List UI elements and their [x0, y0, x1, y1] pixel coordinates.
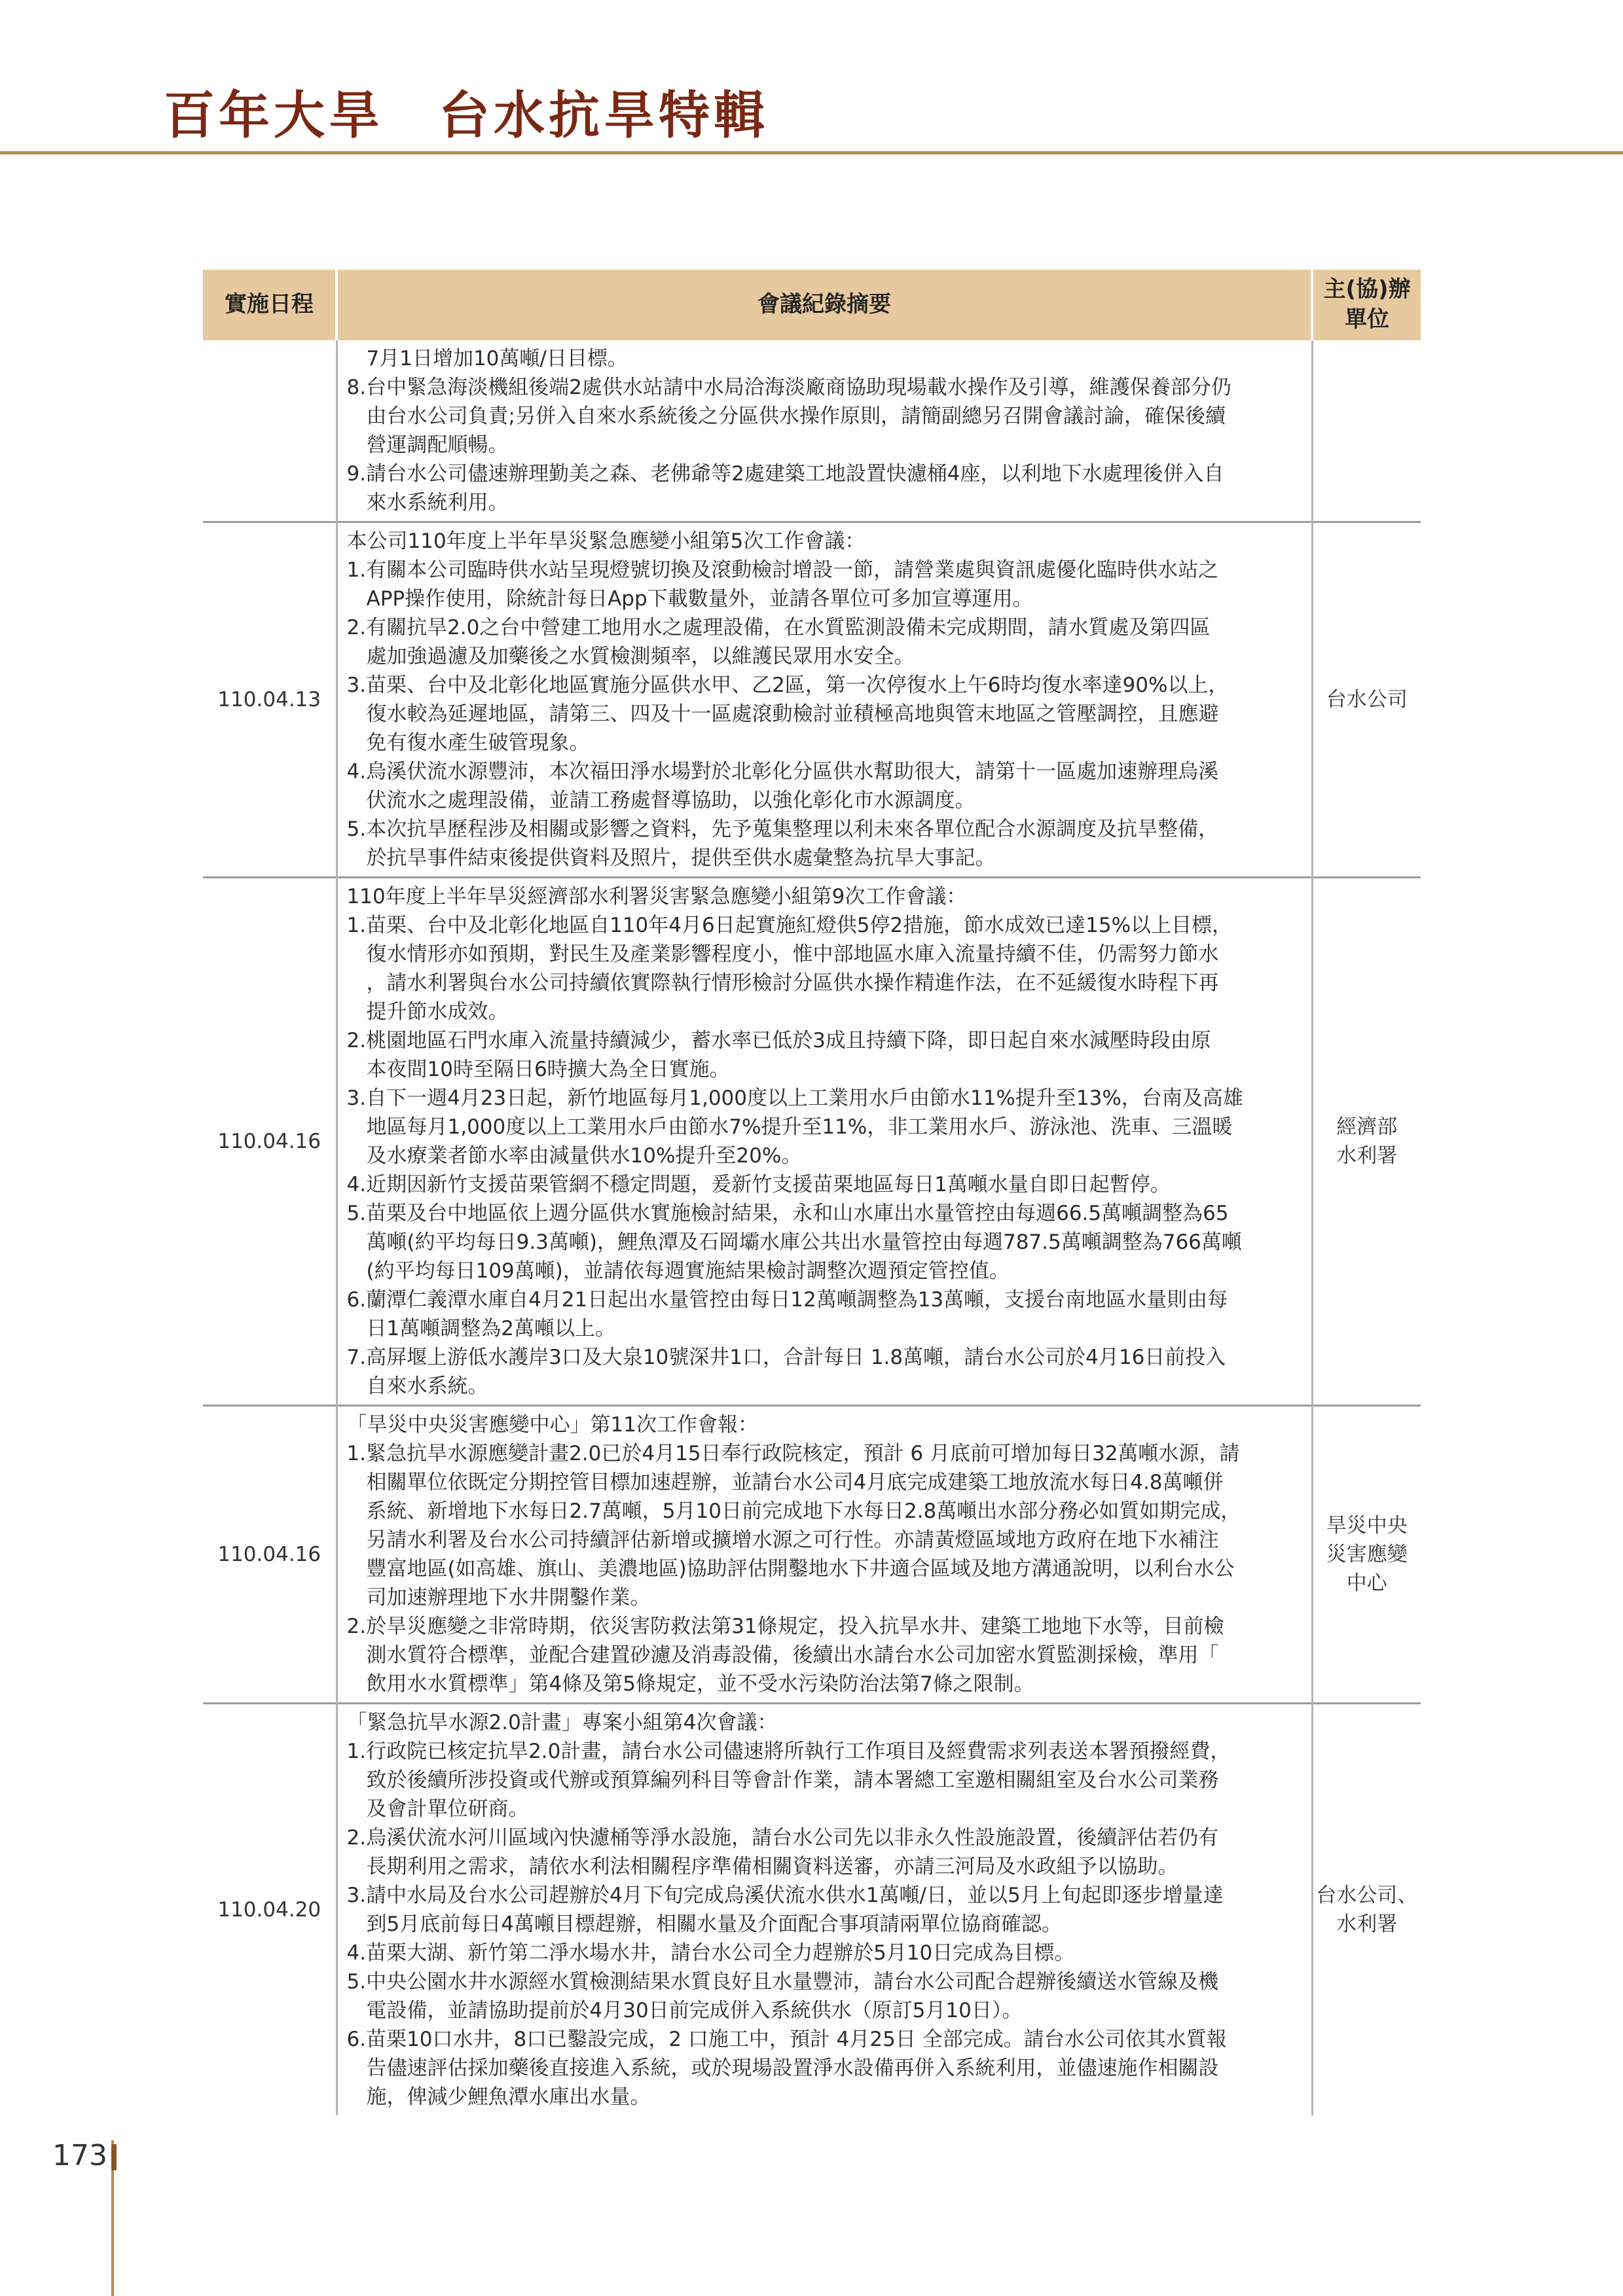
summary-line: 7.高屏堰上游低水護岸3口及大泉10號深井1口，合計每日 1.8萬噸，請台水公司於4月16日前投入: [346, 1346, 1226, 1369]
summary-line: 1.行政院已核定抗旱2.0計畫，請台水公司儘速將所執行工作項目及經費需求列表送本署預撥經費，: [346, 1740, 1231, 1763]
summary-line: 5.中央公園水井水源經水質檢測結果水質良好且水量豐沛，請台水公司配合趕辦後續送水管線及機: [346, 1970, 1219, 1994]
page-number: 173: [52, 2139, 107, 2172]
row-summary: [337, 340, 1312, 522]
summary-line: 到5月底前每日4萬噸目標趕辦，相關水量及介面配合事項請兩單位協商確認。: [366, 1912, 1062, 1936]
summary-line: ，請水利署與台水公司持續依實際執行情形檢討分區供水操作精進作法，在不延緩復水時程下再: [366, 971, 1219, 995]
table-row: [203, 340, 1421, 522]
page-number-marker: [111, 2144, 117, 2170]
summary-line: 施，俾減少鯉魚潭水庫出水量。: [366, 2085, 651, 2109]
summary-line: 於抗旱事件結束後提供資料及照片，提供至供水處彙整為抗旱大事記。: [366, 846, 996, 870]
summary-line: 營運調配順暢。: [366, 433, 509, 457]
summary-line: 3.請中水局及台水公司趕辦於4月下旬完成烏溪伏流水供水1萬噸/日，並以5月上旬起即逐步增量達: [346, 1884, 1224, 1907]
summary-line: 測水質符合標準，並配合建置砂濾及消毒設備，後續出水請台水公司加密水質監測採檢，準用「: [366, 1643, 1219, 1667]
summary-line: 萬噸(約平均每日9.3萬噸)，鯉魚潭及石岡壩水庫公共出水量管控由每週787.5萬噸調整為766萬噸: [366, 1230, 1242, 1254]
header-date: 實施日程: [203, 270, 337, 340]
summary-line: 提升節水成效。: [366, 1000, 509, 1024]
unit-line: 水利署: [1336, 1144, 1398, 1168]
summary-line: 電設備，並請協助提前於4月30日前完成併入系統供水（原訂5月10日）。: [366, 1999, 1023, 2022]
row-date: 110.04.20: [203, 1704, 337, 2116]
summary-line: 4.苗栗大湖、新竹第二淨水場水井，請台水公司全力趕辦於5月10日完成為目標。: [346, 1941, 1075, 1965]
row-unit: [1312, 522, 1421, 878]
summary-line: 4.烏溪伏流水源豐沛，本次福田淨水場對於北彰化分區供水幫助很大，請第十一區處加速辦理烏溪: [346, 760, 1219, 783]
unit-line: 災害應變: [1326, 1543, 1408, 1566]
summary-line: 及水療業者節水率由減量供水10%提升至20%。: [366, 1144, 802, 1168]
summary-line: 本夜間10時至隔日6時擴大為全日實施。: [366, 1058, 730, 1081]
summary-line: 長期利用之需求，請依水利法相關程序準備相關資料送審，亦請三河局及水政組予以協助。: [366, 1855, 1178, 1878]
row-summary: [337, 1704, 1312, 2116]
summary-line: 6.苗栗10口水井，8口已鑿設完成，2 口施工中，預計 4月25日 全部完成。請台水公司依其水質報: [346, 2028, 1227, 2051]
summary-line: 7月1日增加10萬噸/日目標。: [366, 347, 628, 370]
summary-line: 告儘速評估採加藥後直接進入系統，或於現場設置淨水設備再併入系統利用，並儘速施作相關設: [366, 2056, 1219, 2080]
summary-line: 及會計單位研商。: [366, 1797, 529, 1821]
header-summary: 會議紀錄摘要: [337, 270, 1312, 340]
unit-line: 台水公司: [1326, 688, 1408, 711]
summary-line: 伏流水之處理設備，並請工務處督導協助，以強化彰化市水源調度。: [366, 789, 976, 812]
summary-line: 2.有關抗旱2.0之台中營建工地用水之處理設備，在水質監測設備未完成期間，請水質處及第四區: [346, 616, 1211, 639]
summary-line: 日1萬噸調整為2萬噸以上。: [366, 1317, 615, 1340]
row-summary: [337, 878, 1312, 1406]
summary-line: 本公司110年度上半年旱災緊急應變小組第5次工作會議：: [346, 529, 866, 553]
summary-line: APP操作使用，除統計每日App下載數量外，並請各單位可多加宣導運用。: [366, 587, 1033, 611]
row-date: 110.04.13: [203, 522, 337, 878]
table-row: [203, 1704, 1421, 2116]
summary-line: 司加速辦理地下水井開鑿作業。: [366, 1586, 651, 1609]
row-unit: [1312, 340, 1421, 522]
summary-line: 5.本次抗旱歷程涉及相關或影響之資料，先予蒐集整理以利未來各單位配合水源調度及抗旱整備，: [346, 817, 1219, 841]
summary-line: 5.苗栗及台中地區依上週分區供水實施檢討結果，永和山水庫出水量管控由每週66.5萬噸調整為65: [346, 1202, 1229, 1225]
row-summary: [337, 522, 1312, 878]
summary-line: 飲用水水質標準」第4條及第5條規定，並不受水污染防治法第7條之限制。: [366, 1672, 1034, 1696]
summary-line: 豐富地區(如高雄、旗山、美濃地區)協助評估開鑿地水下井適合區域及地方溝通說明，以利台水公: [366, 1557, 1235, 1581]
summary-line: 復水較為延遲地區，請第三、四及十一區處滾動檢討並積極高地與管末地區之管壓調控，且應避: [366, 702, 1219, 726]
summary-line: 2.桃園地區石門水庫入流量持續減少，蓄水率已低於3成且持續下降，即日起自來水減壓時段由原: [346, 1029, 1211, 1052]
unit-line: 經濟部: [1336, 1115, 1398, 1139]
summary-line: 復水情形亦如預期，對民生及產業影響程度小，惟中部地區水庫入流量持續不佳，仍需努力節水: [366, 942, 1219, 966]
summary-line: 1.苗栗、台中及北彰化地區自110年4月6日起實施紅燈供5停2措施，節水成效已達15%以上目標，: [346, 914, 1233, 937]
row-unit: [1312, 878, 1421, 1406]
summary-line: 來水系統利用。: [366, 491, 509, 514]
summary-line: 自來水系統。: [366, 1374, 488, 1398]
row-unit: [1312, 1406, 1421, 1704]
summary-line: 處加強過濾及加藥後之水質檢測頻率，以維護民眾用水安全。: [366, 645, 915, 668]
unit-line: 中心: [1346, 1571, 1387, 1595]
summary-line: 由台水公司負責;另併入自來水系統後之分區供水操作原則，請簡副總另召開會議討論，確保後續: [366, 404, 1226, 428]
summary-line: 地區每月1,000度以上工業用水戶由節水7%提升至11%，非工業用水戶、游泳池、洗車、三溫暖: [366, 1115, 1233, 1139]
summary-line: 4.近期因新竹支援苗栗管網不穩定問題，爰新竹支援苗栗地區每日1萬噸水量自即日起暫停。: [346, 1173, 1171, 1196]
summary-line: 8.台中緊急海淡機組後端2處供水站請中水局洽海淡廠商協助現場載水操作及引導，維護保養部分仍: [346, 376, 1231, 399]
row-unit: [1312, 1704, 1421, 2116]
summary-line: 另請水利署及台水公司持續評估新增或擴增水源之可行性。亦請黃燈區域地方政府在地下水補注: [366, 1528, 1219, 1552]
table-row: [203, 878, 1421, 1406]
summary-line: 9.請台水公司儘速辦理勤美之森、老佛爺等2處建築工地設置快濾桶4座，以利地下水處理後併入自: [346, 462, 1224, 486]
summary-line: 110年度上半年旱災經濟部水利署災害緊急應變小組第9次工作會議：: [346, 885, 967, 908]
summary-line: 「緊急抗旱水源2.0計畫」專案小組第4次會議：: [346, 1711, 778, 1734]
summary-line: 致於後續所涉投資或代辦或預算編列科目等會計作業，請本署總工室邀相關組室及台水公司業務: [366, 1768, 1219, 1792]
unit-line: 水利署: [1336, 1912, 1398, 1936]
meeting-records-table: [203, 270, 1421, 2115]
table-row: [203, 522, 1421, 878]
summary-line: 免有復水產生破管現象。: [366, 731, 590, 755]
summary-line: 2.烏溪伏流水河川區域內快濾桶等淨水設施，請台水公司先以非永久性設施設置，後續評估若仍有: [346, 1826, 1219, 1850]
summary-line: 系統、新增地下水每日2.7萬噸，5月10日前完成地下水每日2.8萬噸出水部分務必如質如期完成，: [366, 1499, 1241, 1523]
unit-line: 旱災中央: [1326, 1514, 1408, 1537]
row-date: 110.04.16: [203, 878, 337, 1406]
row-summary: [337, 1406, 1312, 1704]
summary-line: 3.苗栗、台中及北彰化地區實施分區供水甲、乙2區，第一次停復水上午6時均復水率達90%以上，: [346, 673, 1229, 697]
row-date: [203, 340, 337, 522]
summary-line: 1.緊急抗旱水源應變計畫2.0已於4月15日奉行政院核定，預計 6 月底前可增加每日32萬噸水源，請: [346, 1442, 1240, 1465]
summary-line: (約平均每日109萬噸)，並請依每週實施結果檢討調整次週預定管控值。: [366, 1259, 1010, 1283]
title-rule: [0, 151, 1623, 154]
summary-line: 6.蘭潭仁義潭水庫自4月21日起出水量管控由每日12萬噸調整為13萬噸，支援台南地區水量則由每: [346, 1288, 1228, 1312]
summary-line: 相關單位依既定分期控管目標加速趕辦，並請台水公司4月底完成建築工地放流水每日4.8萬噸併: [366, 1471, 1224, 1494]
row-date: 110.04.16: [203, 1406, 337, 1704]
page-title: 百年大旱 台水抗旱特輯: [164, 86, 769, 145]
summary-line: 3.自下一週4月23日起，新竹地區每月1,000度以上工業用水戶由節水11%提升至13%，台南及高雄: [346, 1086, 1243, 1110]
table-row: [203, 1406, 1421, 1704]
summary-line: 「旱災中央災害應變中心」第11次工作會報：: [346, 1413, 758, 1437]
summary-line: 1.有關本公司臨時供水站呈現燈號切換及滾動檢討增設一節，請營業處與資訊處優化臨時供水站之: [346, 558, 1219, 582]
unit-line: 台水公司、: [1316, 1884, 1418, 1907]
summary-line: 2.於旱災應變之非常時期，依災害防救法第31條規定，投入抗旱水井、建築工地地下水等，目前檢: [346, 1615, 1224, 1638]
header-unit: 主(協)辦 單位: [1312, 270, 1421, 340]
